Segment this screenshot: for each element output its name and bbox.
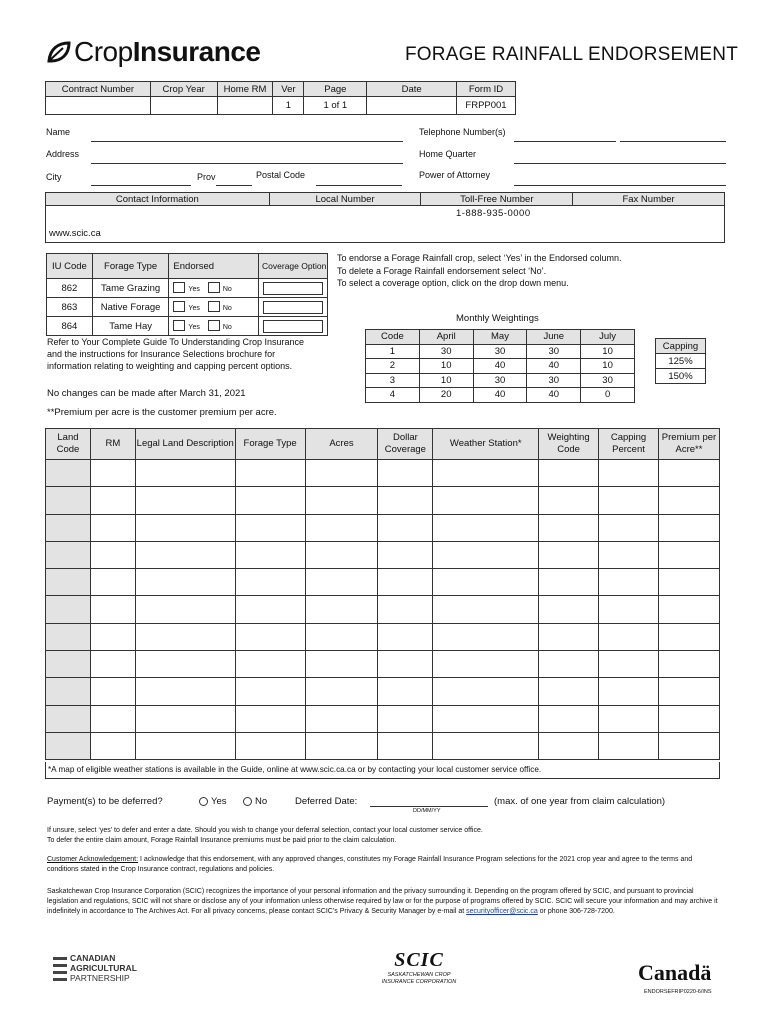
land-cell[interactable] <box>135 487 235 514</box>
mw-cell: 30 <box>527 373 581 388</box>
land-cell[interactable] <box>433 460 539 487</box>
land-cell[interactable] <box>46 541 91 568</box>
land-cell[interactable] <box>90 460 135 487</box>
land-cell[interactable] <box>135 460 235 487</box>
land-cell[interactable] <box>599 569 659 596</box>
privacy-text: Saskatchewan Crop Insurance Corporation (SCIC) recognizes the importance of your personal information and the privacy surrounding it. Depending on the program offered by SCIC, and pursuant to provincial legislation and regulations, SCIC will not share or disclose any of your information unless otherwise required by law or for the purpose of programs offered by SCIC. SCIC will secure your information and may archive it indefinitely in accordance to The Archives Act. For all privacy concerns, please contact SCIC’s Privacy & Security Manager by e-mail at <box>47 888 718 915</box>
land-cell[interactable] <box>90 569 135 596</box>
land-row <box>46 732 720 759</box>
capping-125: 125% <box>656 354 706 369</box>
land-cell[interactable] <box>599 460 659 487</box>
header-endorsed: Endorsed <box>169 254 259 279</box>
land-cell[interactable] <box>235 569 305 596</box>
mw-cell: 10 <box>581 344 635 359</box>
power-of-attorney-label: Power of Attorney <box>419 170 491 180</box>
name-field[interactable] <box>91 141 403 142</box>
land-cell[interactable] <box>539 596 599 623</box>
acknowledgement-text: I acknowledge that this endorsement, with any approved changes, constitutes my Forage Rainfall Insurance Program selections for the 2021 crop year and agree to the terms and conditions stated in the Crop Insurance contract, regulations and policies. <box>47 856 693 873</box>
land-cell[interactable] <box>433 732 539 759</box>
land-cell[interactable] <box>235 732 305 759</box>
iu-code-table <box>46 253 328 336</box>
land-row <box>46 705 720 732</box>
land-cell[interactable] <box>599 596 659 623</box>
mw-header-code: Code <box>366 330 420 345</box>
no-checkbox[interactable] <box>208 282 220 293</box>
header-acres: Acres <box>305 429 378 460</box>
privacy-email-link[interactable]: securityofficer@scic.ca <box>466 908 538 915</box>
leaf-logo-icon <box>46 39 72 65</box>
land-row <box>46 596 720 623</box>
mw-header-july: July <box>581 330 635 345</box>
land-cell[interactable] <box>305 460 378 487</box>
ver-value: 1 <box>273 97 304 115</box>
coverage-option-dropdown[interactable] <box>263 320 323 333</box>
land-cell[interactable] <box>599 541 659 568</box>
mw-cell: 30 <box>473 373 527 388</box>
header-iu-code: IU Code <box>47 254 93 279</box>
header-rm: RM <box>90 429 135 460</box>
land-cell[interactable] <box>658 732 719 759</box>
land-cell[interactable] <box>90 651 135 678</box>
endorse-instructions <box>337 252 622 290</box>
yes-checkbox[interactable] <box>173 282 185 293</box>
iu-code-864: 864 <box>47 317 93 336</box>
land-cell[interactable] <box>378 596 433 623</box>
coverage-option-cell <box>259 317 328 336</box>
mw-cell: 10 <box>419 373 473 388</box>
city-field[interactable] <box>91 185 191 186</box>
land-cell[interactable] <box>90 623 135 650</box>
land-row <box>46 460 720 487</box>
endorsed-cell <box>169 279 259 298</box>
telephone-label: Telephone Number(s) <box>419 127 506 137</box>
land-cell[interactable] <box>90 705 135 732</box>
name-label: Name <box>46 127 71 137</box>
land-cell[interactable] <box>46 623 91 650</box>
land-cell[interactable] <box>378 514 433 541</box>
land-cell[interactable] <box>378 541 433 568</box>
land-cell[interactable] <box>658 569 719 596</box>
land-cell[interactable] <box>135 651 235 678</box>
mw-cell: 1 <box>366 344 420 359</box>
header-legal-land-description: Legal Land Description <box>135 429 235 460</box>
coverage-option-dropdown[interactable] <box>263 282 323 295</box>
land-cell[interactable] <box>135 623 235 650</box>
payment-deferred-question: Payment(s) to be deferred? <box>47 796 163 807</box>
land-cell[interactable] <box>539 705 599 732</box>
no-label: No <box>222 323 232 331</box>
max-deferral-note: (max. of one year from claim calculation) <box>494 796 666 807</box>
form-id-value: FRPP001 <box>457 97 516 115</box>
mw-header-may: May <box>473 330 527 345</box>
header-crop-year: Crop Year <box>150 82 217 97</box>
land-cell[interactable] <box>599 487 659 514</box>
land-cell[interactable] <box>305 705 378 732</box>
postal-code-label: Postal Code <box>256 170 306 180</box>
land-cell[interactable] <box>305 651 378 678</box>
land-cell[interactable] <box>235 678 305 705</box>
mw-cell: 4 <box>366 388 420 403</box>
mw-row <box>366 388 635 403</box>
capping-150: 150% <box>656 369 706 384</box>
land-cell[interactable] <box>599 705 659 732</box>
instruction-line-2: To delete a Forage Rainfall endorsement select ‘No’. <box>337 265 547 276</box>
yes-label: Yes <box>188 323 200 331</box>
crop-insurance-logo <box>46 36 260 68</box>
land-cell[interactable] <box>235 705 305 732</box>
land-cell[interactable] <box>378 678 433 705</box>
land-row <box>46 623 720 650</box>
endorsed-cell <box>169 298 259 317</box>
land-row <box>46 514 720 541</box>
land-details-table <box>45 428 720 760</box>
mw-cell: 40 <box>527 388 581 403</box>
land-cell[interactable] <box>599 732 659 759</box>
land-row <box>46 678 720 705</box>
forage-type-tame-hay: Tame Hay <box>92 317 169 336</box>
iu-code-863: 863 <box>47 298 93 317</box>
home-quarter-label: Home Quarter <box>419 149 477 159</box>
land-cell[interactable] <box>433 569 539 596</box>
land-row <box>46 569 720 596</box>
forage-type-native-forage: Native Forage <box>92 298 169 317</box>
land-cell[interactable] <box>539 678 599 705</box>
defer-yes-label: Yes <box>211 796 227 807</box>
land-cell[interactable] <box>305 487 378 514</box>
mw-cell: 40 <box>473 388 527 403</box>
land-cell[interactable] <box>658 651 719 678</box>
header-forage-type: Forage Type <box>235 429 305 460</box>
iu-code-862: 862 <box>47 279 93 298</box>
land-cell[interactable] <box>135 596 235 623</box>
contract-number-field[interactable] <box>46 97 151 115</box>
land-cell[interactable] <box>599 623 659 650</box>
land-cell[interactable] <box>658 460 719 487</box>
toll-free-number: 1-888-935-0000 <box>456 208 531 219</box>
land-cell[interactable] <box>305 541 378 568</box>
land-cell[interactable] <box>378 569 433 596</box>
land-cell[interactable] <box>46 514 91 541</box>
land-cell[interactable] <box>305 596 378 623</box>
monthly-weightings-table <box>365 329 635 403</box>
land-cell[interactable] <box>305 732 378 759</box>
land-cell[interactable] <box>135 569 235 596</box>
mw-cell: 0 <box>581 388 635 403</box>
capping-table <box>655 338 706 384</box>
header-weather-station: Weather Station* <box>433 429 539 460</box>
land-cell[interactable] <box>599 651 659 678</box>
city-label: City <box>46 172 62 182</box>
land-cell[interactable] <box>658 596 719 623</box>
scic-sub-1: SASKATCHEWAN CROP <box>387 972 451 978</box>
land-cell[interactable] <box>539 651 599 678</box>
customer-acknowledgement <box>47 855 719 875</box>
header-contract-number: Contract Number <box>46 82 151 97</box>
land-cell[interactable] <box>235 487 305 514</box>
telephone-field-2[interactable] <box>620 141 726 142</box>
mw-cell: 10 <box>581 359 635 374</box>
land-cell[interactable] <box>433 678 539 705</box>
land-cell[interactable] <box>90 678 135 705</box>
header-page: Page <box>304 82 367 97</box>
no-changes-note: No changes can be made after March 31, 2021 <box>47 388 246 399</box>
logo-text-insurance: Insurance <box>132 36 261 67</box>
land-cell[interactable] <box>46 732 91 759</box>
instruction-line-3: To select a coverage option, click on the drop down menu. <box>337 278 569 288</box>
yes-label: Yes <box>188 304 200 312</box>
land-cell[interactable] <box>658 623 719 650</box>
no-checkbox[interactable] <box>208 320 220 331</box>
yes-label: Yes <box>188 285 200 293</box>
header-contact-information: Contact Information <box>46 193 270 206</box>
land-cell[interactable] <box>135 705 235 732</box>
defer-yes-option[interactable] <box>199 796 227 807</box>
land-cell[interactable] <box>46 596 91 623</box>
header-toll-free: Toll-Free Number <box>421 193 573 206</box>
deferred-date-label: Deferred Date: <box>295 796 358 807</box>
mw-cell: 30 <box>527 344 581 359</box>
land-cell[interactable] <box>433 651 539 678</box>
mw-row <box>366 373 635 388</box>
land-cell[interactable] <box>235 623 305 650</box>
land-cell[interactable] <box>90 541 135 568</box>
land-cell[interactable] <box>378 623 433 650</box>
land-cell[interactable] <box>539 460 599 487</box>
land-cell[interactable] <box>46 705 91 732</box>
crop-year-field[interactable] <box>150 97 217 115</box>
cap-stripes-icon <box>53 955 67 983</box>
canadian-agricultural-partnership-logo <box>53 953 137 983</box>
header-fax-number: Fax Number <box>573 193 725 206</box>
land-cell[interactable] <box>539 487 599 514</box>
land-cell[interactable] <box>658 487 719 514</box>
land-cell[interactable] <box>539 623 599 650</box>
land-cell[interactable] <box>378 487 433 514</box>
land-cell[interactable] <box>433 487 539 514</box>
unsure-note-2: To defer the entire claim amount, Forage Rainfall Insurance premiums must be paid prior to the claim calculation. <box>47 837 397 844</box>
land-cell[interactable] <box>658 541 719 568</box>
contact-info-cell <box>46 206 725 243</box>
land-cell[interactable] <box>235 541 305 568</box>
mw-cell: 40 <box>473 359 527 374</box>
land-cell[interactable] <box>135 541 235 568</box>
coverage-option-cell <box>259 279 328 298</box>
land-cell[interactable] <box>378 651 433 678</box>
home-rm-field[interactable] <box>217 97 273 115</box>
mw-cell: 30 <box>581 373 635 388</box>
defer-no-label: No <box>255 796 268 807</box>
header-home-rm: Home RM <box>217 82 273 97</box>
land-cell[interactable] <box>90 596 135 623</box>
form-code: ENDORSEFRIP0220-6/INS <box>644 989 712 995</box>
privacy-statement <box>47 887 719 917</box>
mw-cell: 10 <box>419 359 473 374</box>
contact-table <box>45 192 725 243</box>
land-row <box>46 541 720 568</box>
header-land-code: Land Code <box>46 429 91 460</box>
land-cell[interactable] <box>599 514 659 541</box>
mw-row <box>366 344 635 359</box>
deferred-date-field[interactable] <box>370 806 488 807</box>
scic-wordmark: SCIC <box>394 949 444 971</box>
premium-note: **Premium per acre is the customer premium per acre. <box>47 407 277 418</box>
header-forage-type: Forage Type <box>92 254 169 279</box>
land-cell[interactable] <box>305 623 378 650</box>
land-cell[interactable] <box>658 705 719 732</box>
land-cell[interactable] <box>305 569 378 596</box>
land-cell[interactable] <box>46 460 91 487</box>
scic-sub-2: INSURANCE CORPORATION <box>381 979 457 985</box>
acknowledgement-label: Customer Acknowledgement: <box>47 856 139 863</box>
canada-wordmark: Canadä <box>638 960 712 985</box>
land-cell[interactable] <box>235 460 305 487</box>
defer-no-option[interactable] <box>243 796 267 807</box>
land-cell[interactable] <box>539 541 599 568</box>
scic-logo <box>364 949 474 986</box>
land-cell[interactable] <box>433 705 539 732</box>
endorsed-cell <box>169 317 259 336</box>
logo-text-crop: Crop <box>74 36 133 67</box>
cap-line-1: CANADIAN <box>70 953 116 963</box>
power-of-attorney-field[interactable] <box>514 185 726 186</box>
prov-label: Prov <box>197 172 216 182</box>
no-checkbox[interactable] <box>208 301 220 312</box>
land-row <box>46 487 720 514</box>
land-cell[interactable] <box>46 678 91 705</box>
unsure-note-1: If unsure, select ‘yes’ to defer and enter a date. Should you wish to change your deferral selection, contact your local customer service office. <box>47 827 483 834</box>
cap-line-2: AGRICULTURAL <box>70 963 137 973</box>
land-cell[interactable] <box>235 651 305 678</box>
land-cell[interactable] <box>378 732 433 759</box>
privacy-tail: or phone 306-728-7200. <box>537 908 615 915</box>
address-field[interactable] <box>91 163 403 164</box>
home-quarter-field[interactable] <box>514 163 726 164</box>
monthly-weightings-title: Monthly Weightings <box>456 313 539 324</box>
mw-cell: 20 <box>419 388 473 403</box>
land-cell[interactable] <box>235 514 305 541</box>
mw-row <box>366 359 635 374</box>
no-radio-icon[interactable] <box>243 797 252 806</box>
yes-radio-icon[interactable] <box>199 797 208 806</box>
header-ver: Ver <box>273 82 304 97</box>
page-value: 1 of 1 <box>304 97 367 115</box>
land-cell[interactable] <box>235 596 305 623</box>
yes-checkbox[interactable] <box>173 320 185 331</box>
land-cell[interactable] <box>90 514 135 541</box>
header-capping-percent: Capping Percent <box>599 429 659 460</box>
land-cell[interactable] <box>658 678 719 705</box>
land-cell[interactable] <box>539 732 599 759</box>
date-field[interactable] <box>367 97 457 115</box>
land-cell[interactable] <box>135 514 235 541</box>
instruction-line-1: To endorse a Forage Rainfall crop, select ‘Yes’ in the Endorsed column. <box>337 253 622 263</box>
prov-field[interactable] <box>216 185 252 186</box>
mw-cell: 2 <box>366 359 420 374</box>
land-cell[interactable] <box>46 569 91 596</box>
telephone-field-1[interactable] <box>514 141 616 142</box>
header-date: Date <box>367 82 457 97</box>
cap-line-3: PARTNERSHIP <box>70 973 130 983</box>
mw-header-june: June <box>527 330 581 345</box>
mw-header-april: April <box>419 330 473 345</box>
land-cell[interactable] <box>539 514 599 541</box>
header-premium-per-acre: Premium per Acre** <box>658 429 719 460</box>
land-cell[interactable] <box>305 514 378 541</box>
land-cell[interactable] <box>46 487 91 514</box>
land-cell[interactable] <box>135 732 235 759</box>
no-label: No <box>222 304 232 312</box>
land-cell[interactable] <box>658 514 719 541</box>
land-cell[interactable] <box>378 705 433 732</box>
mw-cell: 30 <box>473 344 527 359</box>
land-cell[interactable] <box>433 541 539 568</box>
land-cell[interactable] <box>433 514 539 541</box>
coverage-option-dropdown[interactable] <box>263 301 323 314</box>
mw-cell: 40 <box>527 359 581 374</box>
land-cell[interactable] <box>539 569 599 596</box>
forage-type-tame-grazing: Tame Grazing <box>92 279 169 298</box>
postal-code-field[interactable] <box>316 185 402 186</box>
address-label: Address <box>46 149 80 159</box>
header-coverage-option: Coverage Option <box>259 254 328 279</box>
land-cell[interactable] <box>433 596 539 623</box>
land-cell[interactable] <box>90 487 135 514</box>
coverage-option-cell <box>259 298 328 317</box>
header-weighting-code: Weighting Code <box>539 429 599 460</box>
yes-checkbox[interactable] <box>173 301 185 312</box>
weather-station-footnote: *A map of eligible weather stations is available in the Guide, online at www.scic.ca.ca or by contacting your local customer service office. <box>45 762 720 779</box>
land-cell[interactable] <box>90 732 135 759</box>
header-form-id: Form ID <box>457 82 516 97</box>
mw-cell: 3 <box>366 373 420 388</box>
website-url[interactable]: www.scic.ca <box>49 228 101 239</box>
contract-table <box>45 81 516 115</box>
land-cell[interactable] <box>46 651 91 678</box>
header-local-number: Local Number <box>269 193 421 206</box>
date-format-hint: DD/MM/YY <box>413 808 441 814</box>
form-title: FORAGE RAINFALL ENDORSEMENT <box>405 44 739 65</box>
no-label: No <box>222 285 232 293</box>
land-cell[interactable] <box>378 460 433 487</box>
land-cell[interactable] <box>433 623 539 650</box>
land-row <box>46 651 720 678</box>
land-cell[interactable] <box>599 678 659 705</box>
guide-reference-note: Refer to Your Complete Guide To Understanding Crop Insurance and the instructions for Insurance Selections brochure for information relating to weighting and capping percent options. <box>47 337 304 371</box>
capping-header: Capping <box>656 339 706 354</box>
mw-cell: 30 <box>419 344 473 359</box>
land-cell[interactable] <box>135 678 235 705</box>
header-dollar-coverage: Dollar Coverage <box>378 429 433 460</box>
land-cell[interactable] <box>305 678 378 705</box>
